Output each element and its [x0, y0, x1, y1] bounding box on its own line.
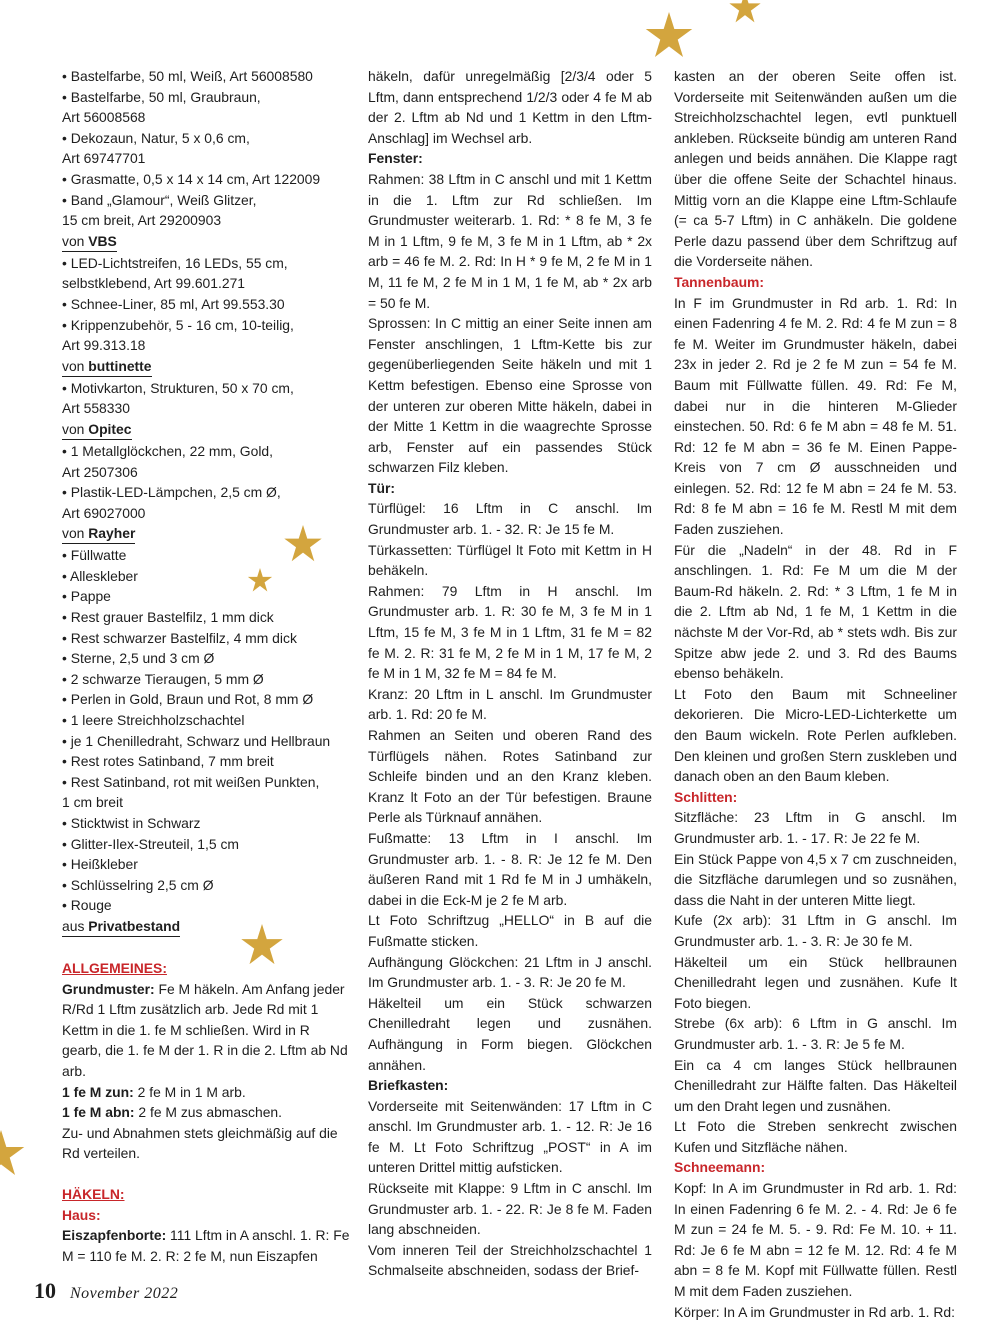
list-item: • Rouge — [62, 897, 112, 914]
paragraph-fussmatte: Fußmatte: 13 Lftm in I anschl. Im Grundmuster arb. 1. - 8. R: Je 12 fe M. Den äußeren Rand mit 1 Rd fe M in J umhäkeln, dabei in die Eck-M je 2 fe M arb. — [368, 829, 652, 908]
instructions-column-3 — [674, 66, 957, 1322]
list-item: • Glitter-Ilex-Streuteil, 1,5 cm — [62, 835, 239, 852]
star-icon — [0, 1130, 26, 1176]
list-item: • Plastik-LED-Lämpchen, 2,5 cm Ø, — [62, 484, 281, 501]
paragraph-tuerfluegel: Türflügel: 16 Lftm in C anschl. Im Grundmuster arb. 1. - 32. R: Je 15 fe M. — [368, 500, 652, 538]
paragraph-rahmen: Rahmen: 38 Lftm in C anschl und mit 1 Kettm in die 1. Lftm zur Rd schließen. Im Grundmuster weiterarb. 1. Rd: * 8 fe M, 3 fe M in 1 Lftm, 9 fe M, 3 fe M in 1 Lftm, ab * 2x arb = 46 fe M. 2. Rd: In H * 9 fe M, 2 fe M in 1 M, 11 fe M, 2 fe M in 1 M, 1 fe M, ab * 2x arb = 50 fe M. — [368, 170, 652, 311]
paragraph-note: Zu- und Abnahmen stets gleichmäßig auf die Rd verteilen. — [62, 1124, 338, 1162]
page-footer — [34, 1278, 178, 1304]
paragraph-koerper: Körper: In A im Grundmuster in Rd arb. 1. Rd: — [674, 1303, 956, 1320]
list-item: • Heißkleber — [62, 856, 138, 873]
subheading-tuer: Tür: — [368, 479, 396, 496]
paragraph-tannenbaum: In F im Grundmuster in Rd arb. 1. Rd: In einen Fadenring 4 fe M. 2. Rd: 4 fe M zun = 8 fe M. Weiter im Grundmuster häkeln, dabei 23x in jeder 2. Rd je 2 fe M zun = 54 fe M. Baum mit Füllwatte füllen. 49. Rd: Fe M, dabei nur in die hinteren M-Glieder einstechen. 50. Rd: 6 fe M abn = 48 fe M. 51. Rd: 12 fe M abn = 36 fe M. Einen Pappe-Kreis von 7 cm Ø ausschneiden und einlegen. 52. Rd: 12 fe M abn = 24 fe M. 53. Rd: 8 fe M abn = 16 fe M. Restl M mit dem Faden zusziehen. — [674, 294, 957, 538]
paragraph-kranz-note: Rahmen an Seiten und oberen Rand des Türflügels nähen. Rotes Satinband zur Schleife binden und an den Kranz kleben. Kranz lt Foto an der Tür befestigen. Braune Perle als Türknauf annähen. — [368, 727, 652, 826]
paragraph-aufhaengung-note: Häkelteil um ein Stück schwarzen Chenilledraht legen und zusnähen. Aufhängung in Form biegen. Glöckchen annähen. — [368, 994, 652, 1073]
star-icon — [728, 0, 762, 23]
list-item: • Krippenzubehör, 5 - 16 cm, 10-teilig, — [62, 316, 294, 333]
paragraph-tannen-note: Lt Foto den Baum mit Schneeliner dekorieren. Die Micro-LED-Lichterkette um den Baum wickeln. Rote Perlen aufkleben. Den kleinen und großen Stern zuskleben und danach oben an den Baum kleben. — [674, 685, 957, 785]
list-item: • Pappe — [62, 588, 111, 605]
list-item: • Motivkarton, Strukturen, 50 x 70 cm, — [62, 379, 294, 396]
subheading-schlitten: Schlitten: — [674, 788, 738, 805]
list-item: • Sterne, 2,5 und 3 cm Ø — [62, 650, 215, 667]
star-icon — [644, 12, 694, 58]
list-item: • Bastelfarbe, 50 ml, Graubraun, — [62, 88, 261, 105]
list-item: Art 69027000 — [62, 504, 146, 521]
source-label-vbs: von VBS — [62, 232, 117, 252]
list-item: • LED-Lichtstreifen, 16 LEDs, 55 cm, — [62, 254, 288, 271]
paragraph-grundmuster: Grundmuster: Fe M häkeln. Am Anfang jeder R/Rd 1 Lftm zusätzlich arb. Jede Rd mit 1 Kettm in die 1. fe M schließen. Wird in R gearb, die 1. fe M der 1. R in die 2. Lftm ab Nd arb. — [62, 980, 348, 1079]
list-item: • 1 leere Streichholzschachtel — [62, 712, 245, 729]
list-item: • Schnee-Liner, 85 ml, Art 99.553.30 — [62, 295, 285, 312]
list-item: • Bastelfarbe, 50 ml, Weiß, Art 56008580 — [62, 68, 313, 84]
paragraph: häkeln, dafür unregelmäßig [2/3/4 oder 5 Lftm, dann entsprechend 1/2/3 oder 4 fe M ab der 2. Lftm ab Nd und 1 Kettm in den Lftm-Anschlag] im Wechsel arb. — [368, 68, 652, 146]
instructions-column-2 — [368, 66, 652, 1281]
paragraph-sitz-note: Ein Stück Pappe von 4,5 x 7 cm zuschneiden, die Sitzfläche darumlegen und so zusnähen, dass die Naht in der unteren Mitte liegt. — [674, 850, 957, 908]
paragraph-kopf: Kopf: In A im Grundmuster in Rd arb. 1. Rd: In einen Fadenring 6 fe M. 2. - 4. Rd: Je 6 fe M zun = 24 fe M. 5. - 9. Rd: Fe M. 10. + 11. Rd: Je 6 fe M abn = 12 fe M. 12. Rd: 4 fe M abn = 8 fe M. Kopf mit Füllwatte füllen. Restl M mit dem Faden zusziehen. — [674, 1180, 957, 1300]
paragraph-strebe-note: Ein ca 4 cm langes Stück hellbraunen Chenilledraht zur Hälfte falten. Das Häkelteil um den Draht legen und zusnähen. — [674, 1056, 957, 1114]
paragraph-tuerrahmen: Rahmen: 79 Lftm in H anschl. Im Grundmuster arb. 1. R: 30 fe M, 3 fe M in 1 Lftm, 15 fe M, 3 fe M in 1 Lftm, 31 fe M = 82 fe M. 2. R: 31 fe M, 2 fe M in 1 M, 17 fe M, 2 fe M in 1 M, 32 fe M = 84 fe M. — [368, 582, 652, 682]
list-item: • Dekozaun, Natur, 5 x 0,6 cm, — [62, 129, 250, 146]
paragraph-streich: Vom inneren Teil der Streichholzschachtel 1 Schmalseite abschneiden, sodass der Brief- — [368, 1241, 652, 1279]
list-item: • Band „Glamour“, Weiß Glitzer, — [62, 191, 257, 208]
subheading-tannenbaum: Tannenbaum: — [674, 273, 765, 290]
paragraph-strebe: Strebe (6x arb): 6 Lftm in G anschl. Im Grundmuster arb. 1. - 3. R: Je 5 fe M. — [674, 1015, 957, 1052]
list-item: selbstklebend, Art 99.601.271 — [62, 275, 246, 292]
paragraph-strebe-note-2: Lt Foto die Streben senkrecht zwischen Kufen und Sitzfläche nähen. — [674, 1118, 957, 1155]
paragraph-nadeln: Für die „Nadeln“ in der 48. Rd in F anschlingen. 1. Rd: Fe M um die M der Baum-Rd häkeln. 2. Rd: * 3 Lftm, 1 fe M in die 2. Lftm ab Nd, 1 fe M, 1 Kettm in die nächste M der Vor-Rd, ab * stets wdh. Bis zur Spitze abw jede 2. und 3. Rd des Baums ebenso behäkeln. — [674, 541, 957, 682]
subheading-briefkasten: Briefkasten: — [368, 1077, 449, 1094]
paragraph-fussmatte-note: Lt Foto Schriftzug „HELLO“ in B auf die Fußmatte sticken. — [368, 912, 652, 949]
source-label-buttinette: von buttinette — [62, 357, 152, 377]
list-item: Art 99.313.18 — [62, 337, 146, 354]
subheading-fenster: Fenster: — [368, 150, 423, 167]
paragraph-sitzflaeche: Sitzfläche: 23 Lftm in G anschl. Im Grundmuster arb. 1. - 17. R: Je 22 fe M. — [674, 809, 957, 846]
paragraph-sprossen: Sprossen: In C mittig an einer Seite innen am Fenster anschlingen, 1 Lftm-Kette bis zur gegenüberliegenden Seite häkeln und mit 1 Kettm befestigen. Ebenso eine Sprosse von der unteren zur oberen Mitte häkeln, dabei in der Mitte 1 Kettm in die waagrechte Sprosse arb, Fenster auf ein passendes Stück schwarzen Filz kleben. — [368, 315, 652, 476]
source-label-rayher: von Rayher — [62, 524, 135, 544]
list-item: • Sticktwist in Schwarz — [62, 815, 201, 831]
list-item: • Füllwatte — [62, 547, 127, 564]
paragraph-kufe: Kufe (2x arb): 31 Lftm in G anschl. Im Grundmuster arb. 1. - 3. R: Je 30 fe M. — [674, 912, 957, 949]
subheading-haus: Haus: — [62, 1206, 101, 1223]
section-heading-haekeln: HÄKELN: — [62, 1185, 125, 1202]
source-label-opitec: von Opitec — [62, 420, 132, 440]
list-item: 15 cm breit, Art 29200903 — [62, 212, 222, 229]
paragraph-eiszapfen: Eiszapfenborte: 111 Lftm in A anschl. 1. R: Fe M = 110 fe M. 2. R: 2 fe M, nun Eiszapfen — [62, 1227, 350, 1264]
rayher-list — [62, 441, 352, 545]
list-item: Art 69747701 — [62, 150, 146, 167]
paragraph-rueckseite: Rückseite mit Klappe: 9 Lftm in C anschl. Im Grundmuster arb. 1. - 22. R: Je 8 fe M. Faden lang abschneiden. — [368, 1180, 652, 1238]
list-item: 1 cm breit — [62, 794, 123, 811]
list-item: • Grasmatte, 0,5 x 14 x 14 cm, Art 122009 — [62, 170, 321, 187]
paragraph-aufhaengung: Aufhängung Glöckchen: 21 Lftm in J anschl. Im Grundmuster arb. 1. - 3. R: Je 20 fe M. — [368, 953, 652, 991]
subheading-schneemann: Schneemann: — [674, 1159, 766, 1176]
paragraph-kufe-note: Häkelteil um ein Stück hellbraunen Chenilledraht legen und zusnähen. Kufe lt Foto biegen. — [674, 953, 957, 1011]
list-item: Art 558330 — [62, 400, 130, 417]
list-item: • 2 schwarze Tieraugen, 5 mm Ø — [62, 670, 264, 687]
list-item: Art 56008568 — [62, 109, 146, 126]
paragraph-abn: 1 fe M abn: 2 fe M zus abmaschen. — [62, 1104, 283, 1121]
materials-column — [62, 66, 352, 1266]
source-label-private: aus Privatbestand — [62, 917, 180, 937]
list-item: • Rest rotes Satinband, 7 mm breit — [62, 753, 274, 770]
list-item: Art 2507306 — [62, 463, 138, 480]
list-item: • Schlüsselring 2,5 cm Ø — [62, 876, 214, 893]
list-item: • je 1 Chenilledraht, Schwarz und Hellbraun — [62, 732, 331, 749]
buttinette-list — [62, 253, 352, 378]
section-heading-allgemeines: ALLGEMEINES: — [62, 959, 167, 976]
paragraph-tuerkassetten: Türkassetten: Türflügel lt Foto mit Kettm in H behäkeln. — [368, 541, 652, 579]
paragraph-zun: 1 fe M zun: 2 fe M in 1 M arb. — [62, 1083, 246, 1100]
vbs-list — [62, 66, 352, 253]
list-item: • Rest grauer Bastelfilz, 1 mm dick — [62, 609, 274, 626]
opitec-list — [62, 378, 352, 441]
paragraph: kasten an der oberen Seite offen ist. Vorderseite mit Seitenwänden außen um die Streichholzschachtel legen, evtl punktuell ankleben. Rückseite bündig am unteren Rand anlegen und beids annähen. Die Klappe ragt über die offene Seite der Schachtel hinaus. Mittig vorn an die Klappe eine Lftm-Schlaufe (= ca 5-7 Lftm) in C anhäkeln. Die goldene Perle dazu passend über dem Schriftzug auf die Vorderseite nähen. — [674, 68, 957, 270]
paragraph-vorderseite: Vorderseite mit Seitenwänden: 17 Lftm in C anschl. Im Grundmuster arb. 1. - 12. R: Je 16 fe M. Lt Foto Schriftzug „POST“ in A im unteren Drittel mittig aufsticken. — [368, 1097, 652, 1176]
list-item: • Alleskleber — [62, 567, 138, 584]
list-item: • Rest Satinband, rot mit weißen Punkten, — [62, 773, 320, 790]
list-item: • Perlen in Gold, Braun und Rot, 8 mm Ø — [62, 691, 314, 708]
paragraph-kranz: Kranz: 20 Lftm in L anschl. Im Grundmuster arb. 1. Rd: 20 fe M. — [368, 685, 652, 723]
list-item: • 1 Metallglöckchen, 22 mm, Gold, — [62, 442, 273, 459]
private-list — [62, 545, 352, 938]
issue-date: November 2022 — [70, 1285, 179, 1302]
list-item: • Rest schwarzer Bastelfilz, 4 mm dick — [62, 629, 297, 646]
page-number: 10 — [34, 1278, 56, 1303]
